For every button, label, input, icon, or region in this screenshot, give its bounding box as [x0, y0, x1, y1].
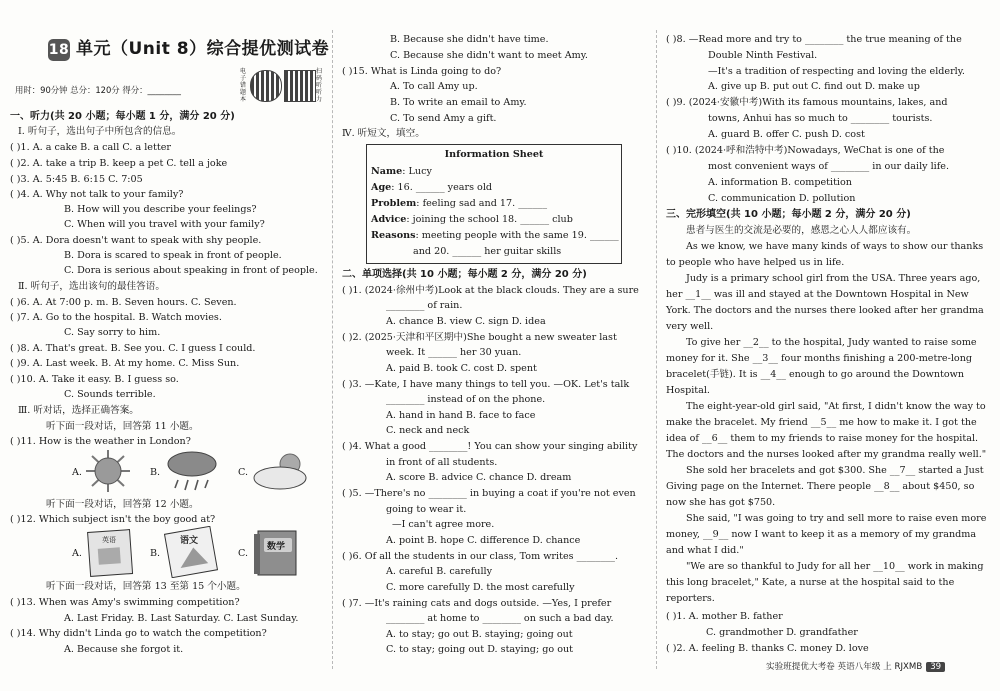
book-label-math: 数学	[267, 542, 286, 552]
column-middle	[334, 0, 654, 691]
passage-line: reporters.	[666, 593, 715, 604]
option-line: C. To send Amy a gift.	[390, 113, 497, 124]
question-line: ( )7. A. Go to the hospital. B. Watch movies.	[10, 312, 222, 323]
passage-line: make the bracelet. My friend __5__ me how to make it. I got the	[666, 417, 977, 428]
question-line: ( )4. What a good ________! You can show your singing ability	[342, 441, 638, 452]
passage-line: this long bracelet," Kate, a nurse at the hospital said to the	[666, 577, 955, 588]
question-line: ( )1. A. mother B. father	[666, 611, 783, 622]
option-line: A. Last Friday. B. Last Saturday. C. Last Sunday.	[64, 613, 299, 624]
subsection-heading: Ⅰ. 听句子，选出句子中所包含的信息。	[18, 126, 182, 137]
question-line: —I can't agree more.	[392, 519, 495, 530]
chinese-book-icon	[164, 526, 220, 578]
question-line: in front of all students.	[386, 457, 498, 468]
sun-cloud-icon	[252, 450, 314, 492]
qr-code-icon	[250, 70, 282, 102]
qr-codes	[240, 66, 323, 106]
unit-badge: 18	[48, 39, 70, 61]
question-line: ( )2. A. take a trip B. keep a pet C. tell a joke	[10, 158, 228, 169]
passage-line: money, __9__ now I want to keep it as a memory of my grandma	[666, 529, 977, 540]
section-heading: 三、完形填空(共 10 小题；每小题 2 分，满分 20 分)	[666, 209, 911, 220]
option-line: C. Because she didn't want to meet Amy.	[390, 50, 588, 61]
option-label: A.	[72, 467, 82, 478]
passage-line: Giving page on the Internet. There people __8__ about $450, so	[666, 481, 975, 492]
sheet-row	[371, 197, 547, 210]
column-right	[658, 0, 1000, 691]
instruction-line: 听下面一段对话，回答第 11 小题。	[46, 421, 199, 432]
section-heading: 一、听力(共 20 小题；每小题 1 分，满分 20 分)	[10, 111, 235, 122]
option-line: B. To write an email to Amy.	[390, 97, 527, 108]
passage-line: The eight-year-old girl said, "At first, I didn't know the way to	[686, 401, 986, 412]
subsection-heading: Ⅳ. 听短文，填空。	[342, 128, 425, 139]
question-line: ( )6. Of all the students in our class, Tom writes ________.	[342, 551, 619, 562]
option-line: B. Dora is scared to speak in front of people.	[64, 250, 282, 261]
option-line: A. hand in hand B. face to face	[386, 410, 536, 421]
option-line: B. Because she didn't have time.	[390, 34, 549, 45]
question-line: ( )7. —It's raining cats and dogs outside. —Yes, I prefer	[342, 598, 612, 609]
option-line: B. How will you describe your feelings?	[64, 204, 257, 215]
column-left	[0, 0, 332, 691]
option-line: A. Because she forgot it.	[64, 644, 184, 655]
passage-line: her __1__ was ill and stayed at the Downtown Hospital in New	[666, 289, 969, 300]
option-line: A. information B. competition	[708, 177, 852, 188]
question-line: —It's a tradition of respecting and loving the elderly.	[708, 66, 965, 77]
sheet-row-label: Advice	[371, 214, 407, 225]
question-line: ( )8. A. That's great. B. See you. C. I guess I could.	[10, 343, 256, 354]
passage-line: York. The doctors and the nurses there looked after her grandma	[666, 305, 984, 316]
question-line: week. It ______ her 30 yuan.	[386, 347, 522, 358]
question-line: ( )12. Which subject isn't the boy good at?	[10, 514, 216, 525]
sheet-row-text: : meeting people with the same 19. ______	[415, 230, 619, 241]
passage-line: very well.	[666, 321, 714, 332]
option-line: A. careful B. carefully	[386, 566, 493, 577]
passage-line: "We are so thankful to Judy for all her __10__ work in making	[686, 561, 984, 572]
subsection-heading: Ⅲ. 听对话，选择正确答案。	[18, 405, 139, 416]
sheet-row-text: : 16. ______ years old	[391, 182, 493, 193]
option-line: C. Dora is serious about speaking in front of people.	[64, 265, 318, 276]
option-line: C. When will you travel with your family?	[64, 219, 265, 230]
sheet-row-label: Name	[371, 166, 403, 177]
passage-line: bracelet(手链). It is __4__ enough to go around the Downtown	[666, 369, 965, 380]
footer-text: 实验班提优大考卷 英语八年级 上 RJXMB	[766, 662, 923, 672]
page-title	[48, 34, 329, 61]
question-line: ( )2. (2025·天津和平区期中)She bought a new sweater last	[342, 332, 617, 343]
passage-line: idea of __6__ them to my friends to raise money for the hospital.	[666, 433, 979, 444]
page-footer	[766, 660, 945, 672]
question-line: ( )1. A. a cake B. a call C. a letter	[10, 142, 171, 153]
question-line: ( )8. —Read more and try to ________ the true meaning of the	[666, 34, 962, 45]
sheet-row	[371, 181, 492, 194]
passage-line: She said, "I was going to try and sell more to raise even more	[686, 513, 987, 524]
option-line: C. communication D. pollution	[708, 193, 856, 204]
passage-line: The doctors and the nurses looked after my grandma really well."	[666, 449, 987, 460]
question-line: ( )5. —There's no ________ in buying a coat if you're not even	[342, 488, 636, 499]
question-line: ( )13. When was Amy's swimming competition?	[10, 597, 240, 608]
book-label-english: 英语	[102, 536, 116, 544]
option-line: C. grandmother D. grandfather	[706, 627, 858, 638]
sun-icon	[84, 448, 132, 494]
option-label: A.	[72, 548, 82, 559]
option-line: C. Say sorry to him.	[64, 327, 161, 338]
exam-meta: 用时：90分钟 总分：120分 得分：________	[15, 85, 181, 95]
question-line: ( )9. A. Last week. B. At my home. C. Miss Sun.	[10, 358, 240, 369]
page-number: 39	[926, 662, 945, 672]
question-line: ( )6. A. At 7:00 p. m. B. Seven hours. C. Seven.	[10, 297, 237, 308]
option-label: C.	[238, 548, 249, 559]
option-label: B.	[150, 467, 161, 478]
option-line: A. chance B. view C. sign D. idea	[386, 316, 546, 327]
sheet-row-text: : joining the school 18. ______ club	[406, 214, 573, 225]
math-book-icon	[252, 528, 302, 578]
sheet-row-label: Reasons	[371, 230, 416, 241]
sheet-row-label: Problem	[371, 198, 417, 209]
option-line: A. point B. hope C. difference D. chance	[386, 535, 581, 546]
title-text: 单元（Unit 8）综合提优测试卷	[76, 39, 330, 59]
english-book-icon	[86, 528, 136, 578]
sheet-title: Information Sheet	[444, 149, 544, 160]
qr-label-left: 电子错题本	[240, 68, 247, 103]
question-line: ( )2. A. feeling B. thanks C. money D. love	[666, 643, 869, 654]
instruction-line: 听下面一段对话，回答第 12 小题。	[46, 499, 199, 510]
sheet-row	[371, 213, 573, 226]
sheet-row	[413, 245, 561, 258]
question-line: ( )1. (2024·徐州中考)Look at the black clouds. They are a sure	[342, 285, 639, 296]
question-line: ( )5. A. Dora doesn't want to speak with shy people.	[10, 235, 262, 246]
rain-cloud-icon	[162, 448, 220, 494]
passage-intro: 患者与医生的交流是必要的，感恩之心人人都应该有。	[686, 225, 917, 236]
question-line: ( )14. Why didn't Linda go to watch the competition?	[10, 628, 267, 639]
option-line: A. score B. advice C. chance D. dream	[386, 472, 572, 483]
question-line: ( )11. How is the weather in London?	[10, 436, 191, 447]
column-divider	[656, 30, 657, 669]
sheet-row-text: and 20. ______ her guitar skills	[413, 246, 562, 257]
question-line: ( )3. —Kate, I have many things to tell you. —OK. Let's talk	[342, 379, 630, 390]
sheet-row	[371, 229, 619, 242]
passage-line: Hospital.	[666, 385, 710, 396]
question-line: ________ at home to ________ on such a bad day.	[386, 613, 614, 624]
section-heading: 二、单项选择(共 10 小题；每小题 2 分，满分 20 分)	[342, 269, 587, 280]
question-line: ( )4. A. Why not talk to your family?	[10, 189, 184, 200]
question-line: ________ of rain.	[386, 300, 463, 311]
sheet-row-label: Age	[371, 182, 392, 193]
option-line: A. to stay; go out B. staying; going out	[386, 629, 573, 640]
sheet-row-text: : Lucy	[402, 166, 432, 177]
option-line: A. give up B. put out C. find out D. make up	[708, 81, 920, 92]
option-line: C. to stay; going out D. staying; go out	[386, 644, 574, 655]
question-line: ( )9. (2024·安徽中考)With its famous mountains, lakes, and	[666, 97, 948, 108]
question-line: ( )3. A. 5:45 B. 6:15 C. 7:05	[10, 174, 143, 185]
information-sheet	[366, 144, 622, 264]
question-line: Double Ninth Festival.	[708, 50, 818, 61]
passage-line: to people who have helped us in life.	[666, 257, 845, 268]
question-line: ( )10. A. Take it easy. B. I guess so.	[10, 374, 179, 385]
instruction-line: 听下面一段对话，回答第 13 至第 15 个小题。	[46, 581, 246, 592]
passage-line: now she has got $750.	[666, 497, 776, 508]
question-line: most convenient ways of ________ in our daily life.	[708, 161, 950, 172]
qr-code-icon	[284, 70, 316, 102]
qr-label-right: 扫码听听力	[316, 68, 323, 103]
question-line: ( )10. (2024·呼和浩特中考)Nowadays, WeChat is one of the	[666, 145, 945, 156]
option-line: C. Sounds terrible.	[64, 389, 156, 400]
sheet-row	[371, 165, 432, 178]
passage-line: She sold her bracelets and got $300. She __7__ started a Just	[686, 465, 984, 476]
option-line: A. To call Amy up.	[390, 81, 478, 92]
option-label: C.	[238, 467, 249, 478]
passage-line: money for it. She __3__ four months finishing a 200-metre-long	[666, 353, 973, 364]
option-label: B.	[150, 548, 161, 559]
question-line: going to wear it.	[386, 504, 467, 515]
option-line: A. paid B. took C. cost D. spent	[386, 363, 537, 374]
subsection-heading: Ⅱ. 听句子，选出该句的最佳答语。	[18, 281, 165, 292]
option-line: C. neck and neck	[386, 425, 470, 436]
question-line: ________ instead of on the phone.	[386, 394, 546, 405]
option-line: A. guard B. offer C. push D. cost	[708, 129, 865, 140]
book-label-chinese: 语文	[180, 536, 199, 546]
passage-line: As we know, we have many kinds of ways to show our thanks	[686, 241, 984, 252]
question-line: towns, Anhui has so much to ________ tourists.	[708, 113, 933, 124]
option-line: C. more carefully D. the most carefully	[386, 582, 575, 593]
passage-line: and what I did."	[666, 545, 744, 556]
column-divider	[332, 30, 333, 669]
question-line: ( )15. What is Linda going to do?	[342, 66, 502, 77]
passage-line: To give her __2__ to the hospital, Judy wanted to raise some	[686, 337, 977, 348]
sheet-row-text: : feeling sad and 17. ______	[416, 198, 547, 209]
passage-line: Judy is a primary school girl from the USA. Three years ago,	[686, 273, 981, 284]
